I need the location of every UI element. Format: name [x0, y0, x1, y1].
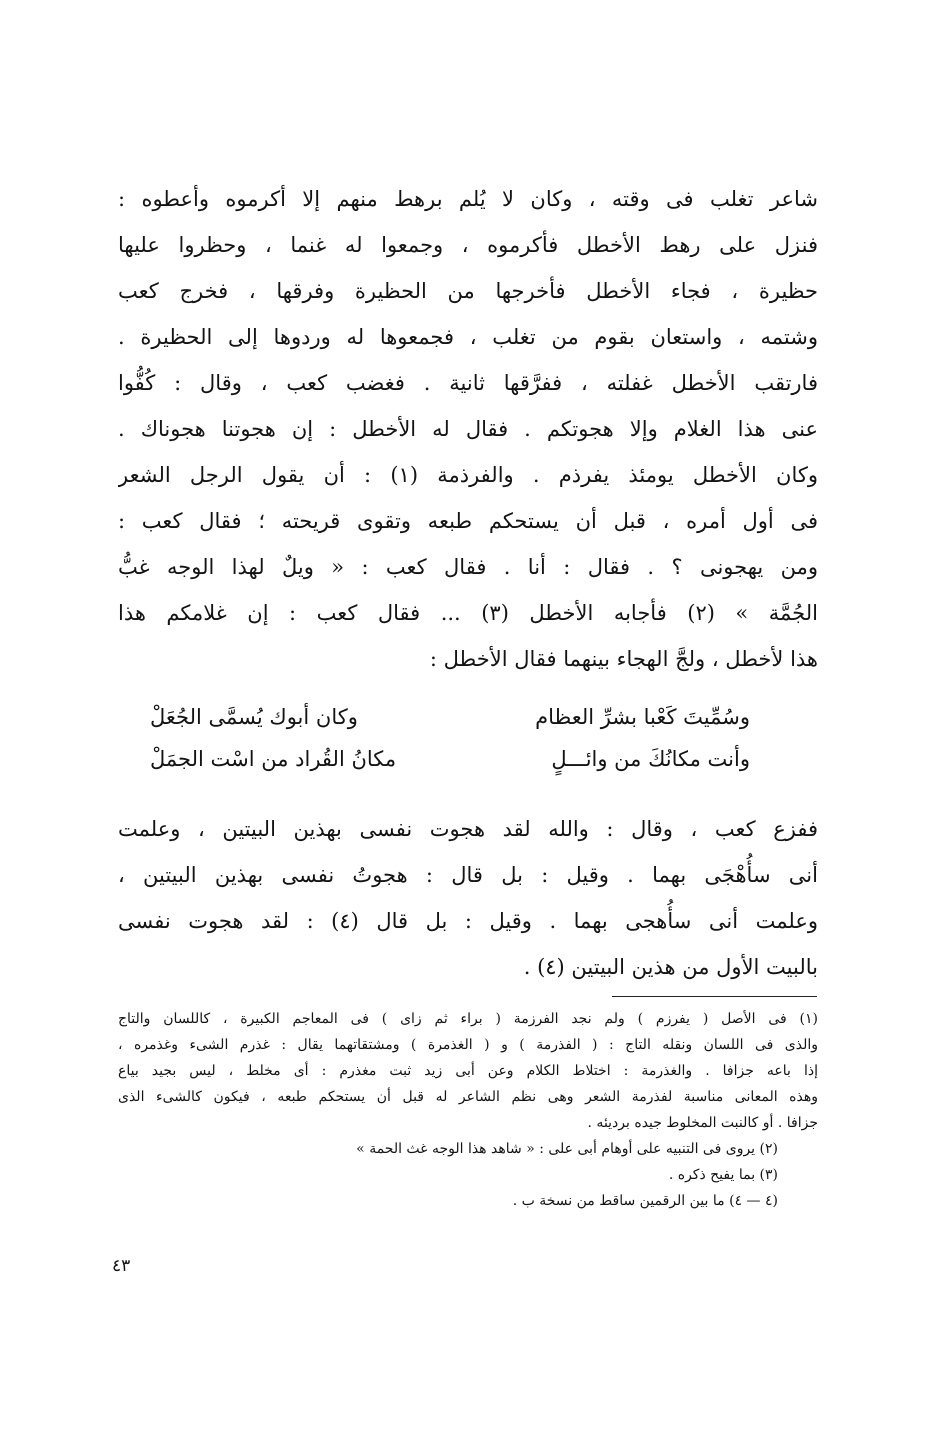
page-number: ٤٣ — [112, 1256, 131, 1276]
text-line: هذا لأخطل ، ولجَّ الهجاء بينهما فقال الأخطل : — [429, 647, 818, 671]
footnote-separator — [612, 996, 817, 997]
text-line: وكان الأخطل يومئذ يفرذم . والفرذمة (١) : أن يقول الرجل الشعر — [118, 463, 818, 487]
poem-block — [150, 696, 750, 780]
footnote-line: (٣) بما يفيح ذكره . — [668, 1167, 778, 1183]
verse-second-hemistich: مكانُ القُراد من اسْت الجمَلْ — [150, 747, 397, 771]
footnote-line: وهذه المعانى مناسبة لفذرمة الشعر وهى نظم الشاعر له قبل أن يستحكم طبعه ، فيكون كالشىء الذى — [118, 1089, 818, 1105]
verse-first-hemistich: وسُمِّيتَ كَعْبا بشرِّ العظام — [535, 705, 750, 729]
text-line: شاعر تغلب فى وقته ، وكان لا يُلم برهط منهم إلا أكرموه وأعطوه : — [118, 187, 818, 211]
text-line: الجُمَّة » (٢) فأجابه الأخطل (٣) ... فقال كعب : إن غلامكم هذا — [118, 601, 818, 625]
footnote-line: (٢) يروى فى التنبيه على أوهام أبى على : « شاهد هذا الوجه غث الحمة » — [356, 1141, 778, 1157]
verse-first-hemistich: وأنت مكانُكَ من وائـــلٍ — [551, 747, 750, 771]
text-line: بالبيت الأول من هذين البيتين (٤) . — [523, 955, 818, 979]
text-line: فارتقب الأخطل غفلته ، ففرَّقها ثانية . فغضب كعب ، وقال : كُفُّوا — [118, 371, 818, 395]
main-paragraph — [118, 176, 818, 682]
text-line: عنى هذا الغلام وإلا هجوتكم . فقال له الأخطل : إن هجوتنا هجوناك . — [118, 417, 818, 441]
text-line: حظيرة ، فجاء الأخطل فأخرجها من الحظيرة وفرقها ، فخرج كعب — [118, 279, 818, 303]
text-line: ففزع كعب ، وقال : والله لقد هجوت نفسى بهذين البيتين ، وعلمت — [118, 817, 818, 841]
footnote-line: (١) فى الأصل ( يفرزم ) ولم نجد الفرزمة ( براء ثم زاى ) فى المعاجم الكبيرة ، كاللسان والتاج — [118, 1011, 818, 1027]
text-line: فى أول أمره ، قبل أن يستحكم طبعه وتقوى قريحته ؛ فقال كعب : — [118, 509, 818, 533]
footnote-line: جزافا . أو كالنبت المخلوط جيده برديئه . — [587, 1115, 818, 1131]
poem-verse — [150, 738, 750, 780]
text-line: أنى سأُهْجَى بهما . وقيل : بل قال : هجوتُ نفسى بهذين البيتين ، — [118, 863, 818, 887]
footnote-line: والذى فى اللسان ونقله التاج : ( الفذرمة ) و ( الغذمرة ) ومشتقاتهما يقال : غذرم الشىء وغذمره ، — [118, 1037, 818, 1053]
text-line: ومن يهجونى ؟ . فقال : أنا . فقال كعب : « ويلٌ لهذا الوجه غبُّ — [118, 555, 818, 579]
closing-paragraph — [118, 806, 818, 990]
footnote-line: (٤ — ٤) ما بين الرقمين ساقط من نسخة ب . — [512, 1193, 778, 1209]
verse-second-hemistich: وكان أبوك يُسمَّى الجُعَلْ — [150, 705, 358, 729]
footnotes — [118, 1006, 818, 1214]
text-line: وعلمت أنى سأُهجى بهما . وقيل : بل قال (٤) : لقد هجوت نفسى — [118, 909, 818, 933]
footnote-line: إذا باعه جزافا . والغذرمة : اختلاط الكلام وعن أبى زيد ثبت مغذرم : أى مخلط ، ليس بجيد بياع — [118, 1063, 818, 1079]
text-line: فنزل على رهط الأخطل فأكرموه ، وجمعوا له غنما ، وحظروا عليها — [118, 233, 818, 257]
poem-verse — [150, 696, 750, 738]
text-line: وشتمه ، واستعان بقوم من تغلب ، فجمعوها له وردوها إلى الحظيرة . — [118, 325, 818, 349]
